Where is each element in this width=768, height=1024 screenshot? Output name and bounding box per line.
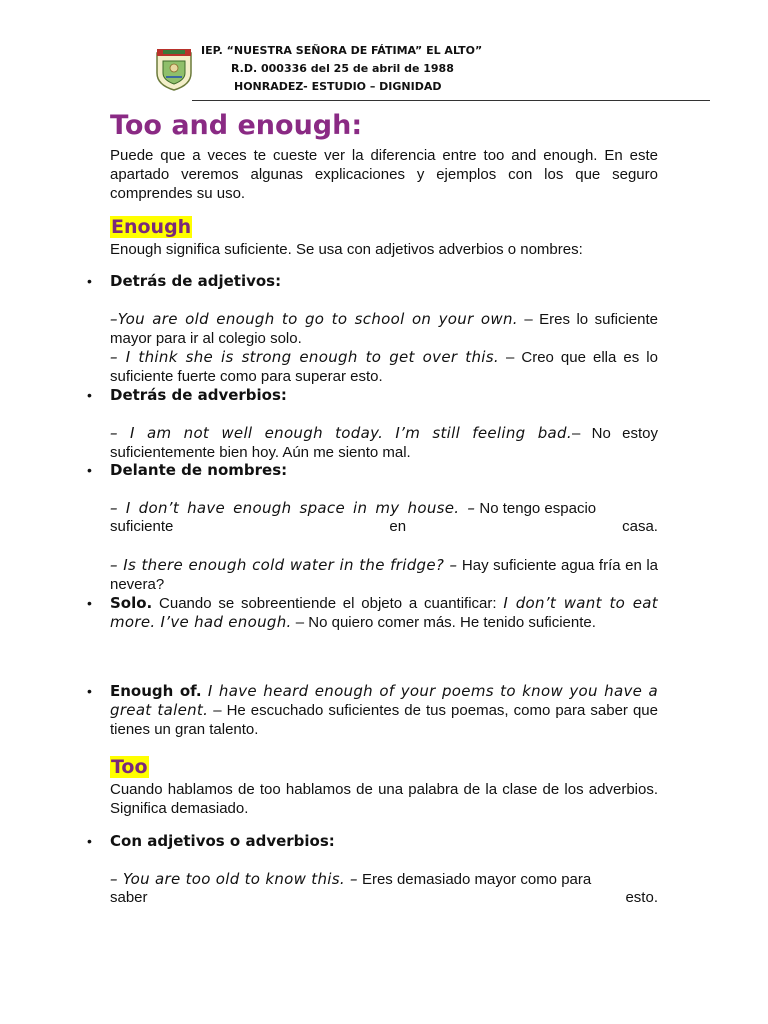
enough-description: Enough significa suficiente. Se usa con adjetivos adverbios o nombres: — [110, 241, 583, 258]
enough-noun-example-2 — [110, 556, 658, 594]
bullet-icon: • — [87, 595, 92, 611]
page-title: Too and enough: — [110, 110, 363, 141]
word: casa. — [622, 518, 658, 535]
enough-heading: Enough — [111, 216, 192, 238]
enough-heading-wrap — [110, 216, 192, 238]
english-sentence: – Is there enough cold water in the fridge? – — [110, 556, 458, 574]
crest-icon — [155, 47, 193, 91]
solo-text: Cuando se sobreentiende el objeto a cuantificar: — [152, 595, 504, 612]
too-adj-label: Con adjetivos o adverbios: — [110, 832, 335, 850]
header-divider — [192, 100, 710, 101]
school-crest — [155, 47, 193, 91]
bullet-icon: • — [87, 833, 92, 849]
english-sentence: –You are old enough to go to school on your own. — [110, 310, 518, 328]
bullet-icon: • — [87, 273, 92, 289]
enough-adv-label: Detrás de adverbios: — [110, 386, 287, 404]
header-school: IEP. “NUESTRA SEÑORA DE FÁTIMA” EL ALTO” — [201, 44, 483, 57]
enough-noun-example-1 — [110, 499, 658, 518]
intro-paragraph: Puede que a veces te cueste ver la diferencia entre too and enough. En este apartado veremos algunas explicaciones y ejemplos con los que seguro comprendes su uso. — [110, 147, 658, 202]
enough-of-label: Enough of. — [110, 682, 202, 700]
enough-noun-example-1-line2 — [110, 518, 658, 535]
english-sentence: – You are too old to know this. – — [110, 870, 358, 888]
word: saber — [110, 889, 148, 906]
too-example-line2 — [110, 889, 658, 906]
english-sentence: I don’t want to eat more. I’ve had enough. — [110, 594, 658, 631]
spanish-translation: No tengo espacio — [475, 500, 597, 517]
english-sentence: – I am not well enough today. I’m still feeling bad. — [110, 424, 572, 442]
enough-noun-label: Delante de nombres: — [110, 461, 288, 479]
solo-label: Solo. — [110, 594, 153, 612]
enough-solo-item — [110, 594, 658, 632]
header-motto: HONRADEZ- ESTUDIO – DIGNIDAD — [234, 80, 442, 93]
too-heading: Too — [111, 756, 148, 778]
english-sentence: I have heard enough of your poems to know you have a great talent. — [110, 682, 658, 719]
spanish-translation: – No quiero comer más. He tenido suficiente. — [291, 614, 596, 631]
bullet-icon: • — [87, 387, 92, 403]
enough-adj-example-1 — [110, 310, 658, 348]
word: en — [389, 518, 407, 535]
spanish-translation: – Eres lo suficiente mayor para ir al colegio solo. — [110, 311, 658, 347]
too-example — [110, 870, 658, 889]
spanish-translation: – Creo que ella es lo suficiente fuerte como para superar esto. — [110, 349, 658, 385]
too-heading-wrap — [110, 756, 149, 778]
english-sentence: – I don’t have enough space in my house. – — [110, 499, 476, 517]
enough-adj-label: Detrás de adjetivos: — [110, 272, 282, 290]
enough-adv-example — [110, 424, 658, 462]
spanish-translation: Hay suficiente agua fría en la nevera? — [110, 557, 658, 593]
spanish-translation: – No estoy suficientemente bien hoy. Aún me siento mal. — [110, 425, 658, 461]
word: esto. — [625, 889, 658, 906]
spanish-translation: – He escuchado suficientes de tus poemas, como para saber que tienes un gran talento. — [110, 702, 658, 738]
spanish-translation: Eres demasiado mayor como para — [357, 871, 592, 888]
too-description: Cuando hablamos de too hablamos de una palabra de la clase de los adverbios. Significa demasiado. — [110, 781, 658, 817]
enough-of-item — [110, 682, 658, 739]
bullet-icon: • — [87, 462, 92, 478]
enough-adj-example-2 — [110, 348, 658, 386]
header-resolution: R.D. 000336 del 25 de abril de 1988 — [231, 62, 454, 75]
bullet-icon: • — [87, 683, 92, 699]
english-sentence: – I think she is strong enough to get over this. — [110, 348, 499, 366]
word: suficiente — [110, 518, 174, 535]
